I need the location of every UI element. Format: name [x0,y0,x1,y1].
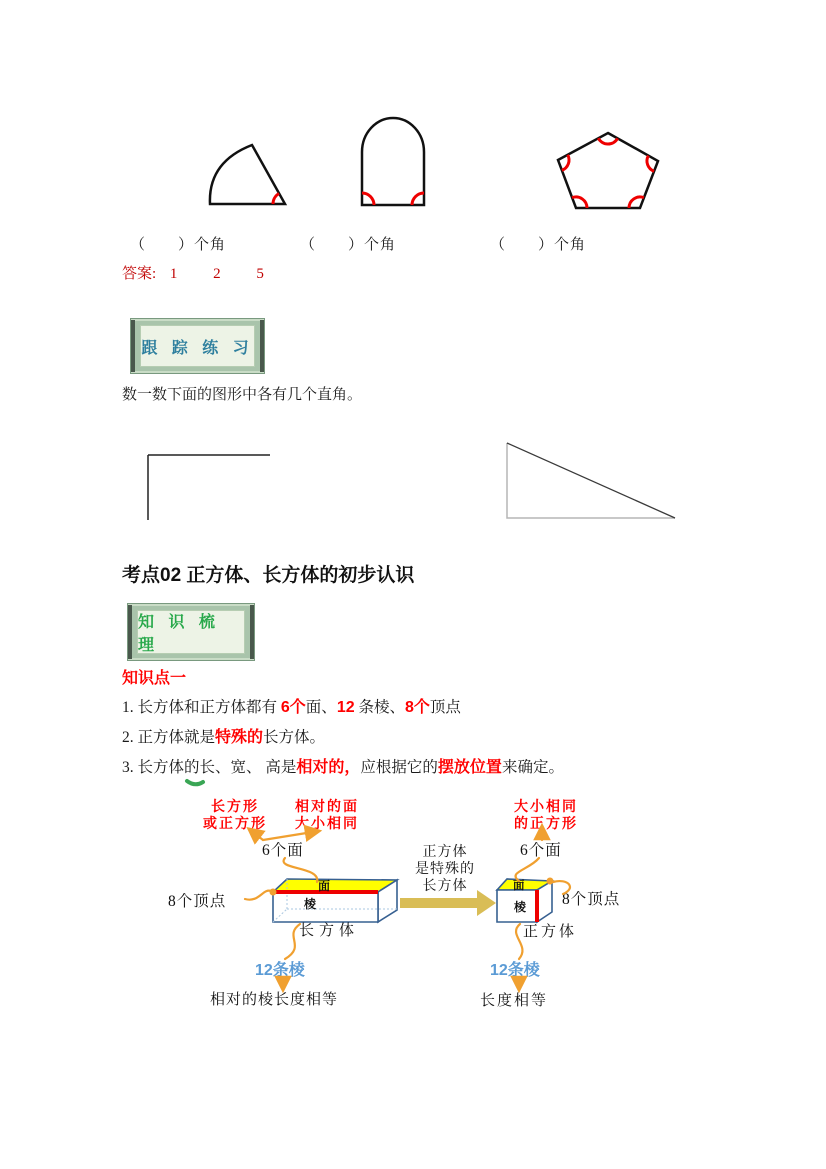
scroll-rod-icon [128,605,132,659]
practice-banner [130,318,265,374]
cuboid-face-shape-note-line2: 或正方形 [203,817,267,832]
cube-edge-char: 棱 [514,900,527,914]
six-faces-label-right: 6个面 [520,842,562,859]
sector-shape [195,128,305,213]
sector-outline [210,145,285,204]
scroll-rod-icon [250,605,254,659]
cuboid-name-label: 长方体 [298,923,360,939]
cube-faces-note-line2: 的正方形 [514,817,578,832]
highlight-segment: 特殊的 [215,729,264,746]
cube-name-label: 正方体 [522,924,578,940]
cuboid-cube-diagram [125,778,705,1040]
cuboid-opposite-faces-note-line1: 相对的面 [295,800,359,815]
green-swoosh-icon [187,781,203,784]
text-segment: 应根据它的 [360,759,438,776]
answer-label: 答案: [122,266,157,282]
section-heading: 考点02 正方体、长方体的初步认识 [122,565,415,586]
practice-banner-text: 跟 踪 练 习 [141,339,254,357]
knowledge-banner-text: 知 识 梳 理 [138,614,220,654]
angle-mark [273,194,279,205]
cuboid-figure [270,878,398,922]
text-segment: 长方体。 [263,729,326,746]
text-segment: 条棱、 [354,699,405,716]
text-segment: 1. 长方体和正方体都有 [122,699,281,716]
knowledge-line-3 [122,754,564,777]
text-segment: 2. 正方体就是 [122,729,216,746]
text-segment: 顶点 [429,699,461,716]
arch-outline [362,118,424,205]
cube-faces-note-line1: 大小相同 [514,800,578,815]
text-segment: 面、 [305,699,337,716]
right-triangle-figure [500,435,680,525]
right-angle-figure [140,448,280,526]
practice-prompt: 数一数下面的图形中各有几个直角。 [122,387,363,403]
answer-value-1: 1 [169,266,178,282]
angle-mark [598,138,617,144]
six-faces-label-left: 6个面 [262,842,304,859]
cuboid-front-face [273,892,378,922]
cube-figure [497,878,554,923]
answer-value-2: 2 [213,266,221,282]
angle-count-blank-3: （ ）个角 [490,237,587,253]
knowledge-line-2 [122,724,325,747]
angle-mark [412,193,424,205]
middle-note-line2: 是特殊的 [415,862,475,877]
middle-note-line3: 长方体 [422,879,468,894]
squiggle-connector [516,924,522,959]
knowledge-banner [127,603,255,661]
pointer-arrow-icon [263,831,319,840]
twelve-edges-label-left: 12条棱 [255,962,305,979]
cuboid-opposite-faces-note-line2: 大小相同 [295,817,359,832]
answer-value-3: 5 [256,266,264,282]
cube-face-char: 面 [513,880,525,892]
text-segment: 来确定。 [501,759,564,776]
vertex-dot-icon [547,878,554,885]
highlight-segment: 6个 [280,699,306,716]
highlight-segment: 摆放位置 [437,759,502,776]
twelve-edges-label-right: 12条棱 [490,962,540,979]
squiggle-connector [285,924,300,959]
triangle-hypotenuse [507,443,675,518]
right-angle-lines [148,455,270,520]
edges-rule-left: 相对的棱长度相等 [210,992,339,1008]
text-segment: 3. 长方体的长、宽、 高是 [122,759,297,776]
scroll-rod-icon [260,320,264,372]
cuboid-face-shape-note-line1: 长方形 [211,800,259,815]
angle-count-blank-1: （ ）个角 [130,237,227,253]
middle-note-line1: 正方体 [422,845,468,860]
edges-rule-right: 长度相等 [480,993,549,1009]
cuboid-face-char: 面 [318,879,331,893]
highlight-segment: 12 [336,699,355,716]
pentagon-shape [550,118,670,213]
knowledge-point-title: 知识点一 [122,670,187,687]
squiggle-connector [516,858,539,881]
arch-shape [358,110,430,212]
squiggle-connector [245,891,271,900]
practice-banner-panel [140,325,255,367]
highlight-segment: 相对的， [296,759,361,776]
angle-count-blank-2: （ ）个角 [300,237,397,253]
knowledge-line-1 [122,694,461,717]
highlight-segment: 8个 [405,699,430,716]
knowledge-banner-panel [137,610,245,654]
cuboid-edge-char: 棱 [304,897,317,911]
answer-row [122,262,264,283]
eight-vertices-label-right: 8个顶点 [562,891,621,908]
eight-vertices-label-left: 8个顶点 [168,893,227,910]
angle-mark [362,193,374,205]
scroll-rod-icon [131,320,135,372]
